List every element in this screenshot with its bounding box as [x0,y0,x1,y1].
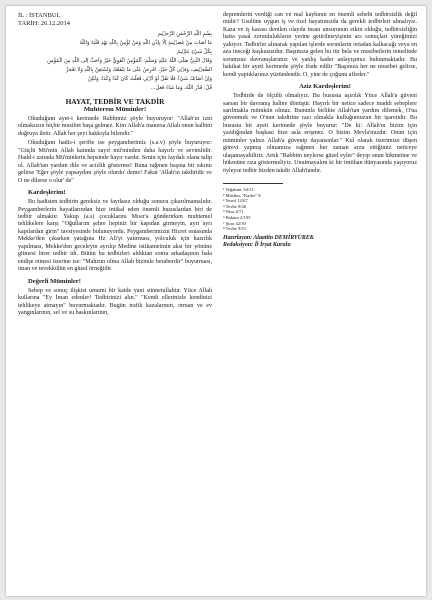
paragraph: Bu hadisten tedbirin gereksiz ve faydasız olduğu sonucu çıkarılmamalıdır. Peygamberlerin hayatlarından bize intikal eden önemli hususlardan biri de tedbir almaktır. Yakup (a.s) çocuklarını Mısır'a gönderirken muhtemel tehlikelere karşı "Oğullarım şehre hepiniz bir kapıdan girmeyin, ayrı ayrı kapılardan girin" tavsiyesinde bulunuyordu. Peygamberimizin Hicret esnasında Mekke'den çıkarken yatağına Hz Ali'yi yatırması, yolculuk için hazırlık yapılması, Mekke'den geceleyin ayrılıp Medine istikametinin aksi bir yönüne gitmesi birer tedbir idi. Bütün bu tedbirleri aldıktan sonra arkadaşının hala endişe etmesi üzerine ise: "Mahzun olma Allah bizimle beraberdir" buyurması, iman ve tevekkülün en güzel örneğidir. [18,199,212,273]
edited-by: Redaksiyon: İl İrşat Kurulu [223,242,291,249]
footnote: ¹ Teğabun, 64/11 [223,187,254,193]
arabic-text [18,30,212,93]
arabic-line: وَقَالَ النَّبِيُّ صَلَّى اللّٰهُ عَلَيْهِ وَسَلَّمَ: اَلْمُؤْمِنُ الْقَوِيُّ خَيْرٌ وَاَحَبُّ اِلَى اللّٰهِ مِنَ الْمُؤْمِنِ [47,58,212,64]
city-line: İL : İSTANBUL [18,12,61,19]
footnote: ⁸ Tevbe 9/51 [223,226,247,232]
prepared-by: Hazırlayan: Alaattin DEMİRYÜREK [223,234,314,241]
section-heading: Aziz Kardeşlerim! [299,83,351,91]
signature-block [223,235,417,249]
footnote: ⁷ Şura 42/30 [223,220,246,226]
arabic-line: قُلْ: قَدَّرَ اللّٰهُ، وَمَا شَاءَ فَعَلَ... [150,85,212,91]
sermon-title: HAYAT, TEDBİR VE TAKDİR [65,97,165,106]
right-column [223,12,417,249]
footnotes [223,187,417,232]
arabic-line: بِسْمِ اللّٰهِ الرَّحْمٰنِ الرَّحٖيمِ [157,31,212,37]
section-heading: Değerli Müminler! [28,277,81,285]
footnote: ⁴ Tevbe 9/40 [223,203,247,209]
left-column [18,12,212,319]
section-heading: Kardeşlerim! [28,189,66,197]
document-header [18,12,212,27]
footnote: ⁶ Bakara 2/195 [223,215,251,221]
arabic-line: الضَّعٖيفِ، وَفٖي كُلٍّ خَيْرٌ، احْرِصْ عَلٰى مَا يَنْفَعُكَ وَاسْتَعِنْ بِاللّٰهِ وَلَا تَعْجَزْ [65,67,212,73]
footnote: ² Müslim, "Kader" 8 [223,192,261,198]
paragraph: Tedbirde de ölçülü olmalıyız. Bu hususta aşırılık Yüce Allah'a güveni sarsan bir davranış haline dönüşür. Hayırlı bir netice sadece maddi sebeplere sarılmakla mümkün olmaz. Bununla birlikte Allah'tan yardım dilemek, O'na güvenmek ve O'nun takdirine razı olmakla kulluğumuzun bir işaretidir. Bu hususta bir ayeti kerimede şöyle buyurur: "De ki: Allah'ın bizim için yazdığından başkası bize asla erişmez. O bizim Mevla'mızdır. Onun için müminler yalnız Allah'a güvenip dayansınlar." Kul olarak üzerimize düşen görevi yapmış olmamıza rağmen her zaman arzu ettiğimiz neticeye ulaşamayabiliriz. Artık "Rabbim neylerse güzel eyler" deyip onun hikmetine ve hükmüne rıza göstermeliyiz. Unutmayalım ki bir imtihan dünyasında yaşıyoruz öyleyse tedbir bizden takdir Allah'tandır. [223,93,417,174]
date-line: TARİH: 26.12.2014 [18,19,71,27]
arabic-line: بِكُلِّ شَيْءٍ عَلٖيمٌ [177,49,212,55]
footnote: ³ Yusuf 12/67 [223,198,248,204]
footnote-divider [223,183,283,184]
paragraph: Sebep ve sonuç ilişkisi umumi bir kaide yani sünnetullahtır. Yüce Allah kullarına "Ey İman edenler! Tedbirinizi alın." "Kendi ellerinizle kendinizi tehlikeye atmayın" buyurmaktadır. Bugün trafik kazalarının, orman ve ev yangınlarının, sel ve su baskınlarının, [18,287,212,316]
sermon-page [6,6,426,596]
arabic-line: مَا اَصَابَ مِنْ مُصٖيبَةٍ اِلَّا بِاِذْنِ اللّٰهِ وَمَنْ يُؤْمِنْ بِاللّٰهِ يَهْدِ قَلْبَهُ وَاللّٰهُ [79,40,212,46]
paragraph: Okuduğum hadis-i şerifte ise peygamberimiz (s.a.v) şöyle buyuruyor: "Güçlü Mü'min Allah katında zayıf mü'minden daha hayırlı ve sevimlidir. Hadd-i zatında Mü'minlerin hepsinde hayır vardır. Senin için faydalı olana talip ol. Allah'tan yardım dile ve acizlik gösterme! Buna rağmen başına bir sıkıntı gelirse 'Eğer şöyle yapsaydım şöyle olurdu' deme! Fakat 'Allah'ın takdiridir ve O ne dilerse o olur' de" [18,140,212,184]
footnote: ⁵ Nisa 4/71 [223,209,244,215]
paragraph: Okuduğum ayet-i kerimede Rabbimiz şöyle buyuruyor: "Allah'ın izni olmaksızın hiçbir musibet başa gelmez. Kim Allah'a inanırsa Allah onun kalbini doğruya iletir. Allah her şeyi hakkıyla bilendir." [18,116,212,137]
sermon-subtitle: Muhterem Müminler! [83,106,147,113]
arabic-line: وَاِنْ اَصَابَكَ شَيْءٌ فَلَا تَقُلْ لَوْ اَنّٖي فَعَلْتُ كَانَ كَذَا وَكَذَا، وَلٰكِنْ [87,76,212,82]
paragraph: depremlerin verdiği can ve mal kaybının en önemli sebebi tedbirsizlik değil midir? Usulüne uygun iş ve özel hayatımızda da gerekli tedbirleri almalıyız. Kaza ve iş kazası denilen olayda insan unsurunun etkin olduğu, tedbirsizliğin hatta yasal zorunlulukların yerine getirilmeyişinin acı sonuçları yüreğimizi yakıyor. Tedbirler alınarak yapılan işlerde sorunların ortadan kalkacağı veya en aza ineceği kuşkusuzdur. Başımıza gelen bu tür bela ve musibetlerin temelinde sorumsuz davranışlarımız ve yanlış kader anlayışımız bulunmaktadır. Bu hakikat bir ayeti kerimede şöyle ifade edilir "Başınıza her ne musibet gelirse, kendi yaptıklarınız yüzündendir. O, yine de çoğunu affeder." [223,12,417,78]
